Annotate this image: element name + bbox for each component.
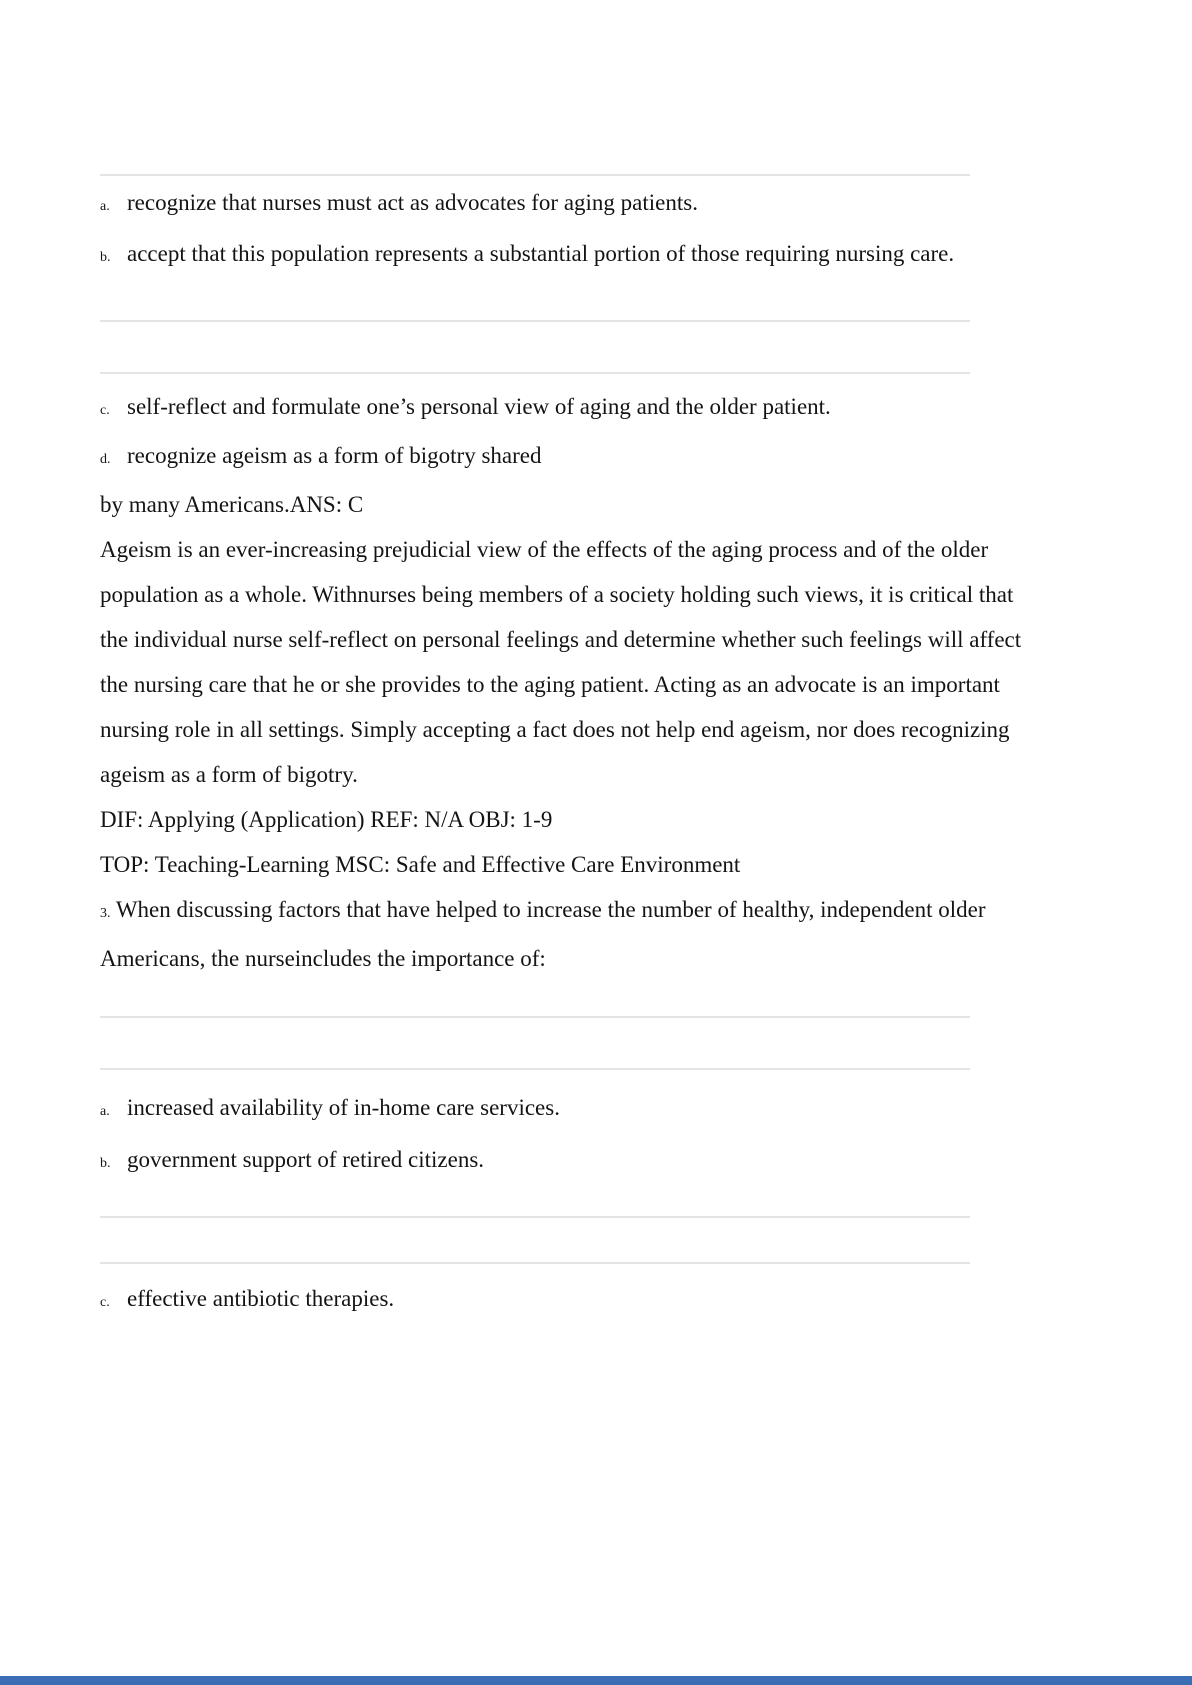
document-content xyxy=(100,0,1030,1325)
option-text: self-reflect and formulate one’s personal view of aging and the older patient. xyxy=(127,394,831,419)
option-text: government support of retired citizens. xyxy=(127,1147,485,1172)
answer-option xyxy=(100,1085,1030,1134)
option-label: a. xyxy=(100,1104,110,1119)
option-label: c. xyxy=(100,1295,110,1310)
question-number: 3. xyxy=(100,906,111,921)
rationale-text: Ageism is an ever-increasing prejudicial view of the effects of the aging process and of the older population as a whole. Withnurses being members of a society holding such views, it is critical that the individual nurse self-reflect on personal feelings and determine whether such feelings will affect the nursing care that he or she provides to the aging patient. Acting as an advocate is an important nursing role in all settings. Simply accepting a fact does not help end ageism, nor does recognizing ageism as a form of bigotry. xyxy=(100,537,1022,787)
divider xyxy=(100,174,970,176)
answer-option xyxy=(100,1276,1030,1325)
divider xyxy=(100,372,970,374)
answer-option xyxy=(100,231,1030,280)
divider xyxy=(100,1262,970,1264)
top-msc-line: TOP: Teaching-Learning MSC: Safe and Effective Care Environment xyxy=(100,852,741,877)
answer-option xyxy=(100,1137,1030,1186)
divider xyxy=(100,320,970,322)
option-text: recognize ageism as a form of bigotry shared xyxy=(127,443,542,468)
answer-option xyxy=(100,180,1030,229)
option-label: a. xyxy=(100,199,110,214)
option-text: increased availability of in-home care services. xyxy=(127,1095,560,1120)
footer-accent-bar xyxy=(0,1676,1192,1685)
divider xyxy=(100,1016,970,1018)
question-body: When discussing factors that have helped to increase the number of healthy, independent older Americans, the nurseincludes the importance of: xyxy=(100,897,986,971)
option-label: d. xyxy=(100,452,111,467)
answer-continuation-line: by many Americans.ANS: C xyxy=(100,492,364,517)
option-label: b. xyxy=(100,250,111,265)
option-text: effective antibiotic therapies. xyxy=(127,1286,395,1311)
answer-option xyxy=(100,384,1030,433)
answer-option xyxy=(100,433,1030,482)
divider xyxy=(100,1216,970,1218)
option-label: c. xyxy=(100,403,110,418)
dif-ref-obj-line: DIF: Applying (Application) REF: N/A OBJ: 1-9 xyxy=(100,807,553,832)
option-text: accept that this population represents a substantial portion of those requiring nursing care. xyxy=(127,241,955,266)
divider xyxy=(100,1068,970,1070)
option-text: recognize that nurses must act as advocates for aging patients. xyxy=(127,190,698,215)
question-text xyxy=(100,887,1030,981)
option-label: b. xyxy=(100,1156,111,1171)
